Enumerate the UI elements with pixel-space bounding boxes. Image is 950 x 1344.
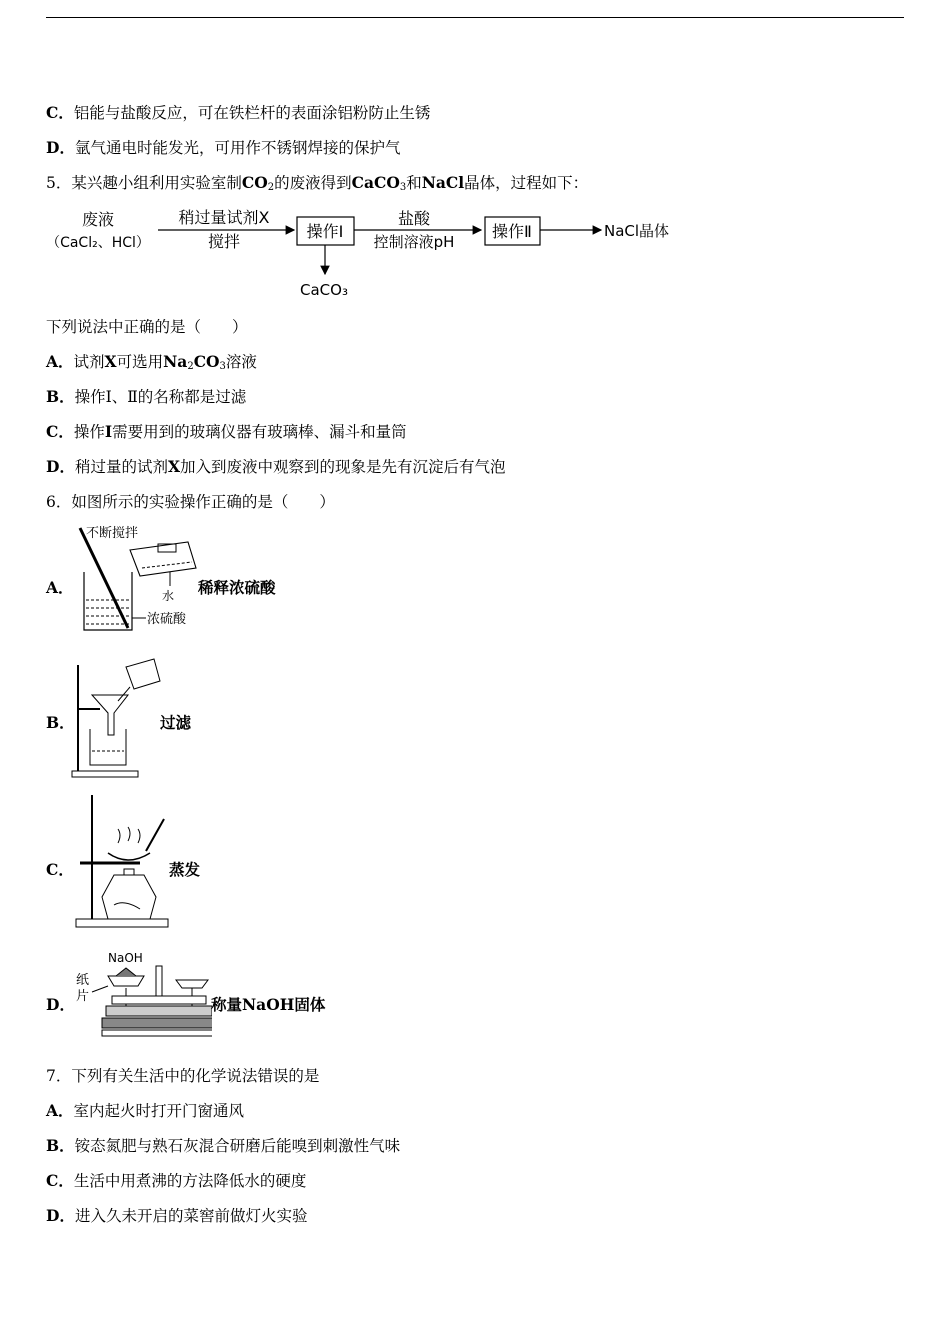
glass-rod	[80, 528, 128, 628]
funnel	[92, 695, 128, 735]
flow-waste-label: 废液	[81, 210, 115, 229]
pouring-beaker	[126, 659, 160, 689]
flow-op1-label: 操作Ⅰ	[306, 222, 344, 241]
glass-rod	[146, 819, 164, 851]
q6-option-c-text: 蒸发	[169, 860, 201, 879]
alcohol-lamp	[102, 875, 156, 919]
balance-figure	[72, 946, 212, 1042]
header-rule	[46, 17, 904, 18]
balance-body	[106, 1006, 212, 1016]
q7-option-c: C．生活中用煮沸的方法降低水的硬度	[46, 1171, 307, 1190]
evaporation-figure	[70, 793, 180, 933]
flow-precip-label: CaCO₃	[300, 281, 348, 299]
q6-option-c-letter: C．	[46, 860, 74, 879]
stand-base	[72, 771, 138, 777]
flow-reagent-label: 稍过量试剂X	[178, 208, 270, 227]
q5-option-d: D．稍过量的试剂X加入到废液中观察到的现象是先有沉淀后有气泡	[46, 457, 506, 476]
right-pan	[176, 980, 208, 988]
q7-stem: 7．下列有关生活中的化学说法错误的是	[46, 1067, 320, 1085]
paper-label-2: 片	[76, 989, 90, 1004]
q6-stem: 6．如图所示的实验操作正确的是（ ）	[46, 493, 335, 511]
q5-question: 下列说法中正确的是（ ）	[46, 318, 248, 336]
q5-stem: 5．某兴趣小组利用实验室制$CO_2$的废液得到CaCO$_3$和NaCl晶体，过程如下：	[46, 173, 589, 193]
q6-option-a-letter: A．	[46, 578, 74, 597]
flow-waste-formula: （CaCl₂、HCl）	[46, 235, 150, 251]
q7-option-b: B．铵态氮肥与熟石灰混合研磨后能嗅到刺激性气味	[46, 1136, 401, 1155]
filtration-figure	[68, 655, 168, 780]
q7-option-d: D．进入久未开启的菜窖前做灯火实验	[46, 1206, 308, 1225]
pouring-cylinder	[130, 542, 196, 576]
q6-option-b-letter: B．	[46, 713, 75, 732]
naoh-label: NaOH	[108, 951, 143, 965]
left-pan	[108, 976, 144, 986]
steam	[118, 827, 140, 843]
water-label: 水	[162, 589, 175, 603]
dilute-acid-figure	[70, 520, 200, 635]
flow-control-label: 控制溶液pH	[373, 233, 455, 251]
paper-label-1: 纸	[76, 973, 90, 988]
q6-option-a-text: 稀释浓硫酸	[198, 578, 276, 597]
stand-base	[76, 919, 168, 927]
flow-stir-label: 搅拌	[207, 232, 241, 251]
beam	[112, 996, 206, 1004]
q5-option-b: B．操作Ⅰ、Ⅱ的名称都是过滤	[46, 387, 247, 406]
q5-option-c: C．操作I需要用到的玻璃仪器有玻璃棒、漏斗和量筒	[46, 422, 407, 441]
flow-op2-label: 操作Ⅱ	[492, 222, 532, 241]
q5-flowchart	[44, 203, 684, 301]
q6-option-d-letter: D．	[46, 995, 75, 1014]
flow-product-label: NaCl晶体	[604, 222, 670, 240]
flow-acid-label: 盐酸	[397, 209, 431, 228]
evaporating-dish	[108, 853, 150, 860]
q4-option-c: C．铝能与盐酸反应，可在铁栏杆的表面涂铝粉防止生锈	[46, 103, 431, 122]
pointer-column	[156, 966, 162, 996]
stir-label: 不断搅拌	[86, 526, 139, 541]
q5-option-a: A．试剂X可选用$Na_2CO_3$溶液	[46, 352, 257, 372]
q7-option-a: A．室内起火时打开门窗通风	[46, 1101, 245, 1120]
acid-label: 浓硫酸	[147, 612, 187, 627]
q6-option-b-text: 过滤	[160, 713, 192, 732]
q4-option-d: D．氩气通电时能发光，可用作不锈钢焊接的保护气	[46, 138, 401, 157]
balance-base	[102, 1018, 212, 1028]
q6-option-d-text: 称量NaOH固体	[211, 995, 326, 1014]
